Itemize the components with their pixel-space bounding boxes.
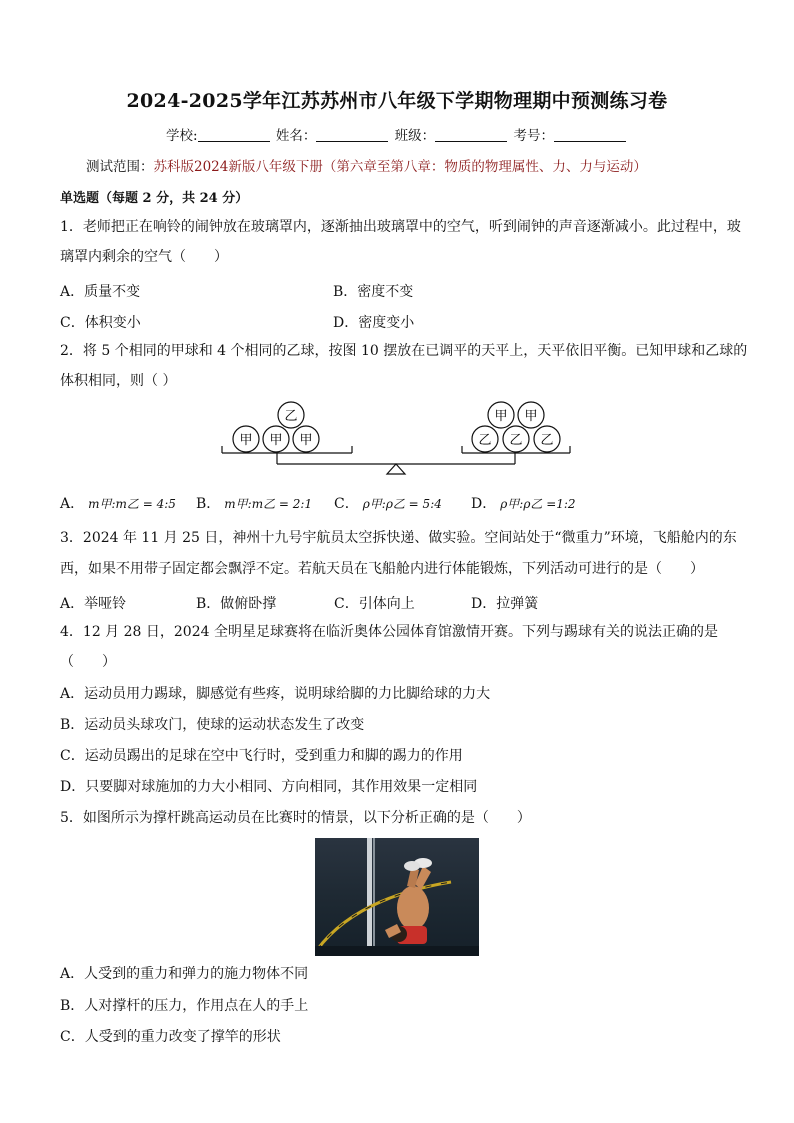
page-title: 2024-2025学年江苏苏州市八年级下学期物理期中预测练习卷 [126,90,668,112]
student-info-line [0,124,794,144]
question-2-option-b[interactable]: B． m甲:m乙 = 2:1 [196,496,313,512]
left-ball-jia-2 [263,426,289,452]
question-1-line2: 璃罩内剩余的空气（ ） [60,249,228,265]
left-ball-jia-3 [293,426,319,452]
question-4-option-a[interactable]: A．运动员用力踢球，脚感觉有些疼，说明球给脚的力比脚给球的力大 [60,686,491,702]
right-ball-yi-2 [503,426,529,452]
class-blank[interactable] [435,127,507,142]
school-label: 学校: [166,128,198,144]
question-4-option-b[interactable]: B．运动员头球攻门，使球的运动状态发生了改变 [60,717,365,733]
option-b-formula: m甲:m乙 = 2:1 [224,497,313,511]
question-2-option-d[interactable]: D． ρ甲:ρ乙 =1:2 [471,496,576,512]
question-5-option-b[interactable]: B．人对撑杆的压力，作用点在人的手上 [60,998,309,1014]
name-label: 姓名： [275,128,317,144]
svg-text:乙: 乙 [540,433,554,448]
question-4-option-d[interactable]: D．只要脚对球施加的力大小相同、方向相同，其作用效果一定相同 [60,779,478,795]
question-5-option-c[interactable]: C．人受到的重力改变了撑竿的形状 [60,1029,281,1045]
question-3-line2: 西，如果不用带子固定都会飘浮不定。若航天员在飞船舱内进行体能锻炼，下列活动可进行的是（ ） [60,561,704,577]
question-4-option-c[interactable]: C．运动员踢出的足球在空中飞行时，受到重力和脚的踢力的作用 [60,748,463,764]
right-ball-yi-3 [534,426,560,452]
option-c-formula: ρ甲:ρ乙 = 5:4 [362,497,442,511]
option-a-formula: m甲:m乙 = 4:5 [88,497,176,511]
number-label: 考号： [513,128,554,144]
right-ball-jia-2 [518,402,544,428]
name-blank[interactable] [316,127,388,142]
question-2-line2: 体积相同，则（ ） [60,373,177,389]
svg-text:甲: 甲 [524,409,538,424]
question-3-option-a[interactable]: A．举哑铃 [60,596,127,612]
svg-text:甲: 甲 [269,433,283,448]
number-blank[interactable] [554,127,626,142]
svg-text:甲: 甲 [299,433,313,448]
test-scope [86,155,647,175]
pole-vault-photo [315,838,479,956]
question-1-option-c[interactable]: C．体积变小 [60,315,141,331]
left-ball-jia-1 [233,426,259,452]
scope-label: 测试范围： [86,159,154,175]
svg-text:乙: 乙 [478,433,492,448]
svg-text:乙: 乙 [509,433,523,448]
question-3-line1: 3．2024 年 11 月 25 日，神州十九号宇航员太空拆快递、做实验。空间站处于“微重力”环境，飞船舱内的东 [60,530,737,546]
question-2-line1: 2．将 5 个相同的甲球和 4 个相同的乙球，按图 10 摆放在已调平的天平上，天平依旧平衡。已知甲球和乙球的 [60,343,748,359]
option-d-formula: ρ甲:ρ乙 =1:2 [500,497,576,511]
left-ball-yi-1 [278,402,304,428]
pole-vault-illustration [315,838,479,956]
question-3-option-c[interactable]: C．引体向上 [334,596,415,612]
question-4-line1: 4．12 月 28 日，2024 全明星足球赛将在临沂奥体公园体育馆激情开赛。下列与踢球有关的说法正确的是 [60,624,718,640]
fulcrum [387,464,405,474]
question-2-option-c[interactable]: C． ρ甲:ρ乙 = 5:4 [334,496,442,512]
school-blank[interactable] [198,127,270,142]
balance-diagram [215,398,585,478]
class-label: 班级： [394,128,436,144]
svg-text:甲: 甲 [239,433,253,448]
scope-value: 苏科版2024新版八年级下册（第六章至第八章：物质的物理属性、力、力与运动） [153,159,647,175]
svg-text:乙: 乙 [284,409,298,424]
svg-text:甲: 甲 [494,409,508,424]
question-1-option-a[interactable]: A．质量不变 [60,284,141,300]
question-3-option-b[interactable]: B．做俯卧撑 [196,596,277,612]
question-4-line2: （ ） [60,654,116,670]
question-1-option-b[interactable]: B．密度不变 [333,284,414,300]
question-5-line1: 5．如图所示为撑杆跳高运动员在比赛时的情景，以下分析正确的是（ ） [60,810,531,826]
question-1-option-d[interactable]: D．密度变小 [333,315,415,331]
question-5-option-a[interactable]: A．人受到的重力和弹力的施力物体不同 [60,966,309,982]
right-ball-yi-1 [472,426,498,452]
question-1-line1: 1．老师把正在响铃的闹钟放在玻璃罩内，逐渐抽出玻璃罩中的空气，听到闹钟的声音逐渐减小。此过程中，玻 [60,219,741,235]
question-3-option-d[interactable]: D．拉弹簧 [471,596,539,612]
question-2-option-a[interactable]: A． m甲:m乙 = 4:5 [60,496,176,512]
right-ball-jia-1 [488,402,514,428]
section-heading: 单选题（每题 2 分，共 24 分） [60,191,249,206]
